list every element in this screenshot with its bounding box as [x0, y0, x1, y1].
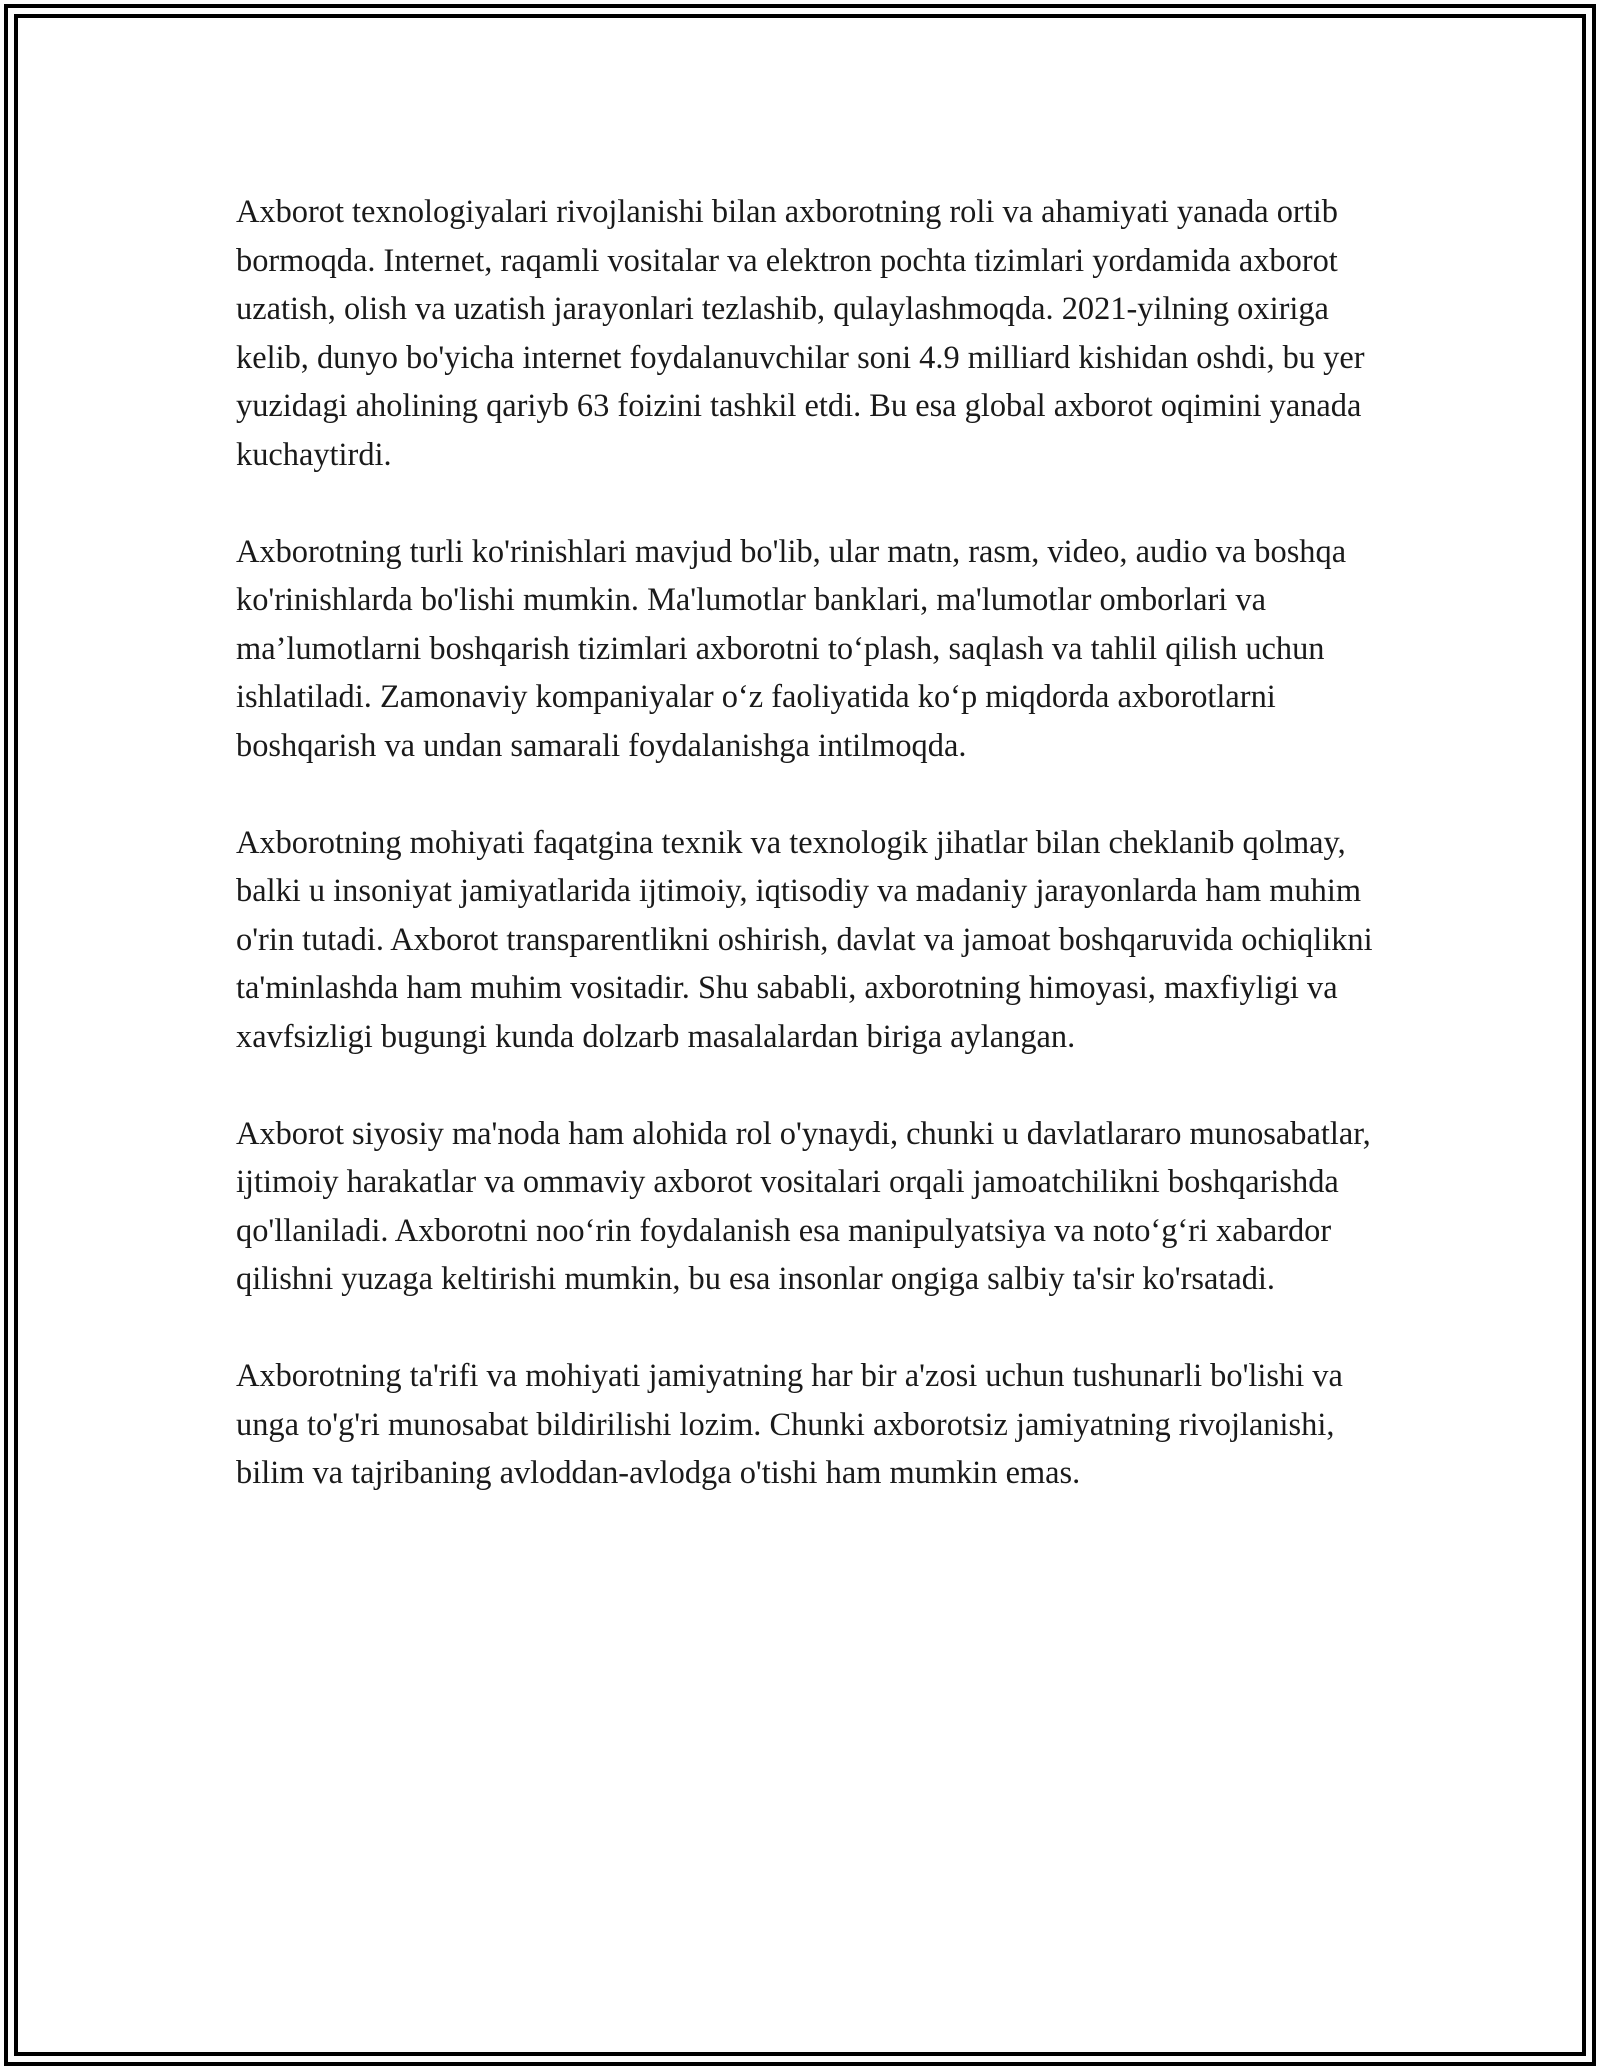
paragraph-4: Axborot siyosiy ma'noda ham alohida rol o'ynaydi, chunki u davlatlararo munosabatlar, ijtimoiy harakatlar va ommaviy axborot vositalari orqali jamoatchilikni boshqarishda qo'llaniladi. Axborotni noo‘rin foydalanish esa manipulyatsiya va noto‘g‘ri xabardor qilishni yuzaga keltirishi mumkin, bu esa insonlar ongiga salbiy ta'sir ko'rsatadi.	[236, 1115, 1371, 1297]
paragraph-2: Axborotning turli ko'rinishlari mavjud bo'lib, ular matn, rasm, video, audio va boshqa ko'rinishlarda bo'lishi mumkin. Ma'lumotlar banklari, ma'lumotlar omborlari va ma’lumotlarni boshqarish tizimlari axborotni to‘plash, saqlash va tahlil qilish uchun ishlatiladi. Zamonaviy kompaniyalar o‘z faoliyatida ko‘p miqdorda axborotlarni boshqarish va undan samarali foydalanishga intilmoqda.	[236, 533, 1347, 764]
paragraph-3: Axborotning mohiyati faqatgina texnik va texnologik jihatlar bilan cheklanib qolmay, balki u insoniyat jamiyatlarida ijtimoiy, iqtisodiy va madaniy jarayonlarda ham muhim o'rin tutadi. Axborot transparentlikni oshirish, davlat va jamoat boshqaruvida ochiqlikni ta'minlashda ham muhim vositadir. Shu sababli, axborotning himoyasi, maxfiyligi va xavfsizligi bugungi kunda dolzarb masalalardan biriga aylangan.	[236, 824, 1373, 1055]
paragraph-1: Axborot texnologiyalari rivojlanishi bilan axborotning roli va ahamiyati yanada ortib bormoqda. Internet, raqamli vositalar va elektron pochta tizimlari yordamida axborot uzatish, olish va uzatish jarayonlari tezlashib, qulaylashmoqda. 2021-yilning oxiriga kelib, dunyo bo'yicha internet foydalanuvchilar soni 4.9 milliard kishidan oshdi, bu yer yuzidagi aholining qariyb 63 foizini tashkil etdi. Bu esa global axborot oqimini yanada kuchaytirdi.	[236, 194, 1365, 473]
document-body	[236, 188, 1386, 1498]
paragraph-5: Axborotning ta'rifi va mohiyati jamiyatning har bir a'zosi uchun tushunarli bo'lishi va unga to'g'ri munosabat bildirilishi lozim. Chunki axborotsiz jamiyatning rivojlanishi, bilim va tajribaning avloddan-avlodga o'tishi ham mumkin emas.	[236, 1358, 1343, 1491]
